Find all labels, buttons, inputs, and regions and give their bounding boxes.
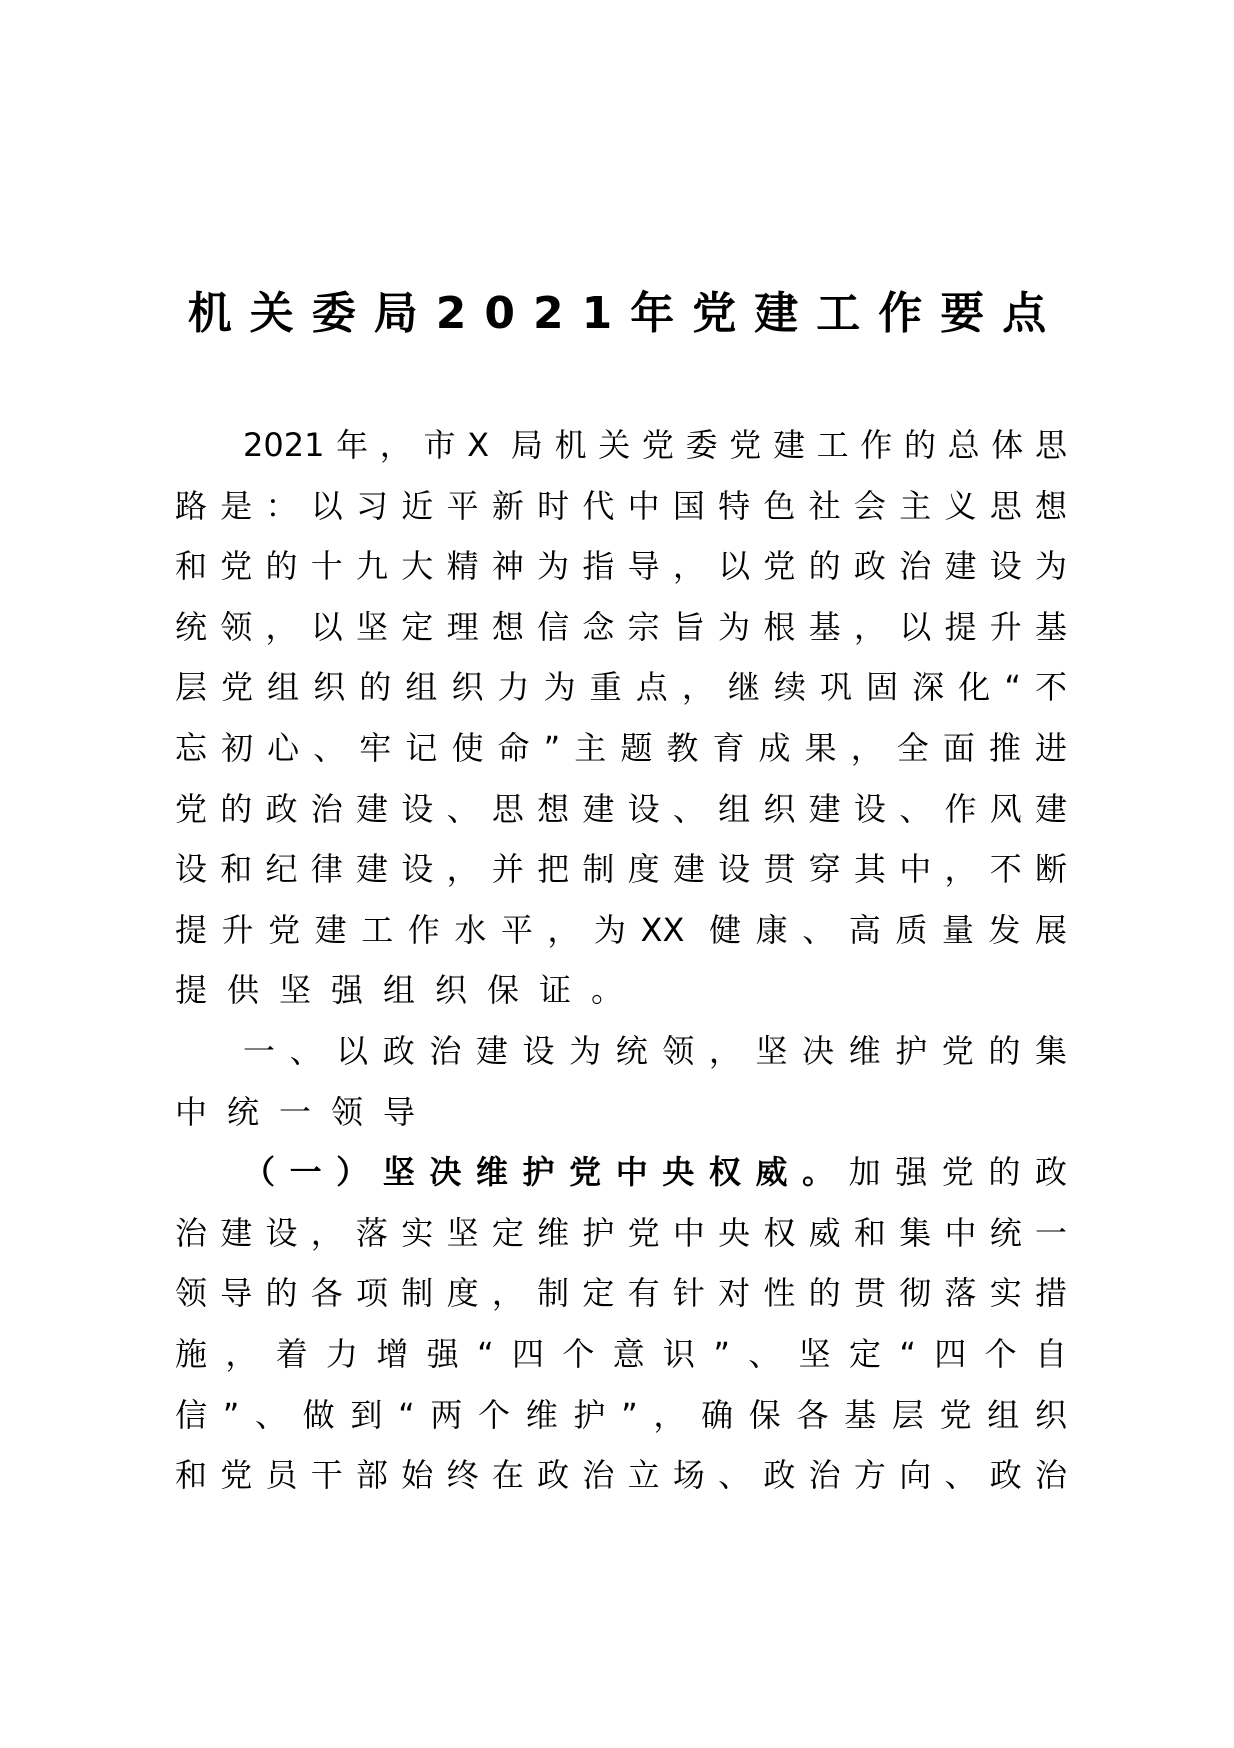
text-line	[175, 1142, 1067, 1203]
text-line: 忘初心、牢记使命”主题教育成果，全面推进	[175, 728, 1067, 767]
text-line: 统领，以坚定理想信念宗旨为根基，以提升基	[175, 607, 1067, 646]
document-title: 机关委局2021年党建工作要点	[187, 288, 1065, 339]
text-line: 提供坚强组织保证。	[175, 971, 644, 1010]
document-body	[175, 415, 1067, 1506]
text-line: 施，着力增强“四个意识”、坚定“四个自	[175, 1334, 1067, 1373]
subsection-title: （一）坚决维护党中央权威。	[243, 1153, 849, 1192]
heading-line: 中统一领导	[175, 1092, 436, 1131]
text-line: 层党组织的组织力为重点，继续巩固深化“不	[175, 668, 1067, 707]
text-line: 提升党建工作水平，为XX 健康、高质量发展	[175, 910, 1067, 949]
section-heading	[175, 1021, 1067, 1142]
text-line: 和党员干部始终在政治立场、政治方向、政治	[175, 1456, 1067, 1495]
text-line: 设和纪律建设，并把制度建设贯穿其中，不断	[175, 850, 1067, 889]
subsection-paragraph	[175, 1142, 1067, 1506]
text-line: 2021年，市X 局机关党委党建工作的总体思	[243, 426, 1067, 464]
text-line: 信”、做到“两个维护”，确保各基层党组织	[175, 1395, 1067, 1434]
text-span: 加强党的政	[848, 1153, 1067, 1192]
text-line: 和党的十九大精神为指导，以党的政治建设为	[175, 547, 1067, 586]
text-line: 党的政治建设、思想建设、组织建设、作风建	[175, 789, 1067, 828]
text-line: 路是：以习近平新时代中国特色社会主义思想	[175, 486, 1067, 525]
heading-line: 一、以政治建设为统领，坚决维护党的集	[243, 1031, 1067, 1070]
text-line: 领导的各项制度，制定有针对性的贯彻落实措	[175, 1274, 1067, 1313]
intro-paragraph	[175, 415, 1067, 1021]
text-line: 治建设，落实坚定维护党中央权威和集中统一	[175, 1213, 1067, 1252]
